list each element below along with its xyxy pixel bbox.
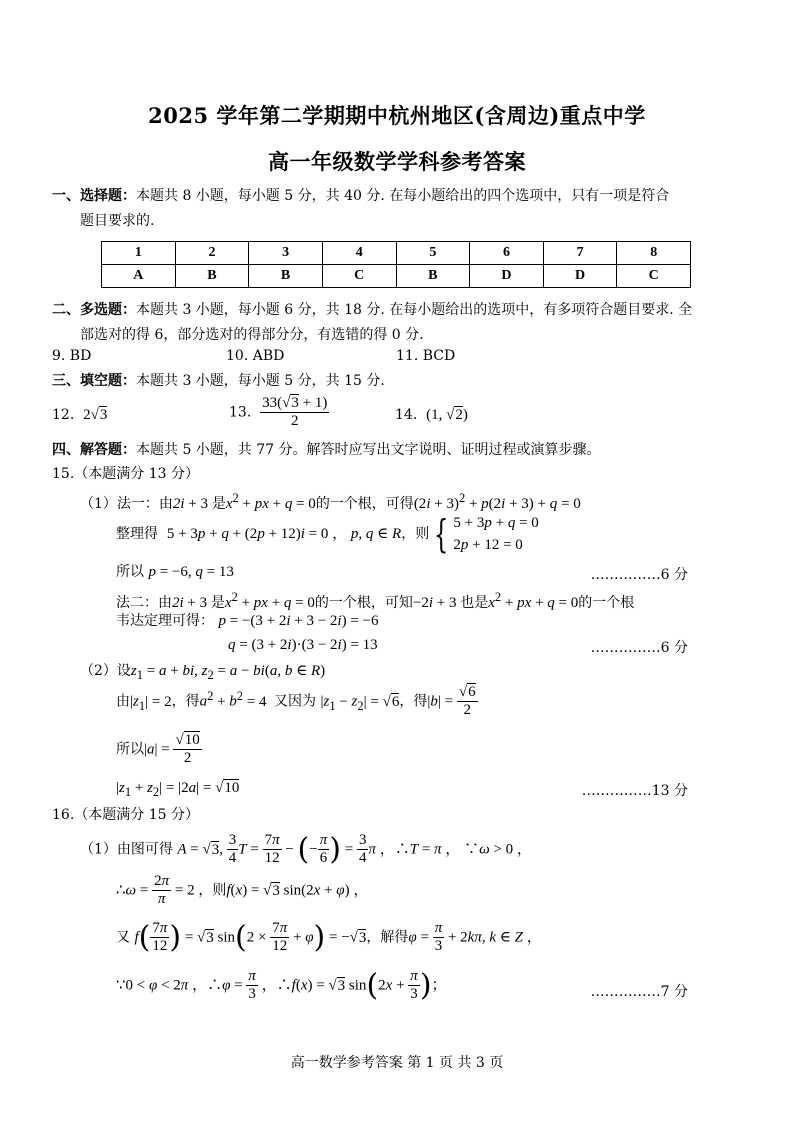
- q15-part2-result: $|z_1 + z_2| = |2a| = √10$: [116, 780, 240, 799]
- table-cell: 8: [617, 242, 691, 265]
- answer-table-answer-row: [102, 265, 691, 288]
- answer-q12: 12. 2√3: [52, 407, 108, 423]
- q16-score-7: ……………7 分: [590, 984, 688, 1000]
- section3-line: [52, 371, 385, 391]
- table-cell: 5: [396, 242, 470, 265]
- answer-table-number-row: [102, 242, 691, 265]
- section1-line1: [52, 186, 669, 206]
- q15-part2-setup: （2）设$z_1 = a$ + bi, $z_2 = a - bi(a$, b ∈ R): [80, 663, 326, 682]
- table-cell: B: [249, 265, 323, 288]
- answer-table: [101, 241, 691, 288]
- table-cell: 4: [322, 242, 396, 265]
- table-cell: C: [322, 265, 396, 288]
- table-cell: D: [470, 265, 544, 288]
- q16-result: ∵0 < φ < 2π ，∴φ = $\frac{\pi}{3}$ ，∴f(x) = √3 sin(2x + $\frac{\pi}{3}$ )；: [116, 968, 447, 1003]
- section2-line2: 部选对的得 6，部分选对的得部分分，有选错的得 0 分.: [80, 327, 424, 343]
- section4-heading: 四、解答题：: [52, 442, 136, 458]
- section2-line1: [52, 300, 692, 320]
- q16-header: 16.（本题满分 15 分）: [52, 807, 199, 823]
- section2-text: 本题共 3 小题，每小题 6 分，共 18 分. 在每小题给出的选项中，有多项符合题目要求. 全: [136, 302, 693, 318]
- q15-score-6a: ……………6 分: [590, 567, 688, 583]
- section1-heading: 一、选择题：: [52, 188, 136, 204]
- q15-method2: 法二：由2i + 3 是$x^2$ + px + q = 0的一个根，可知−2i + 3 也是$x^2$ + px + q = 0的一个根: [116, 590, 635, 611]
- q15-score-6b: ……………6 分: [590, 640, 688, 656]
- answer-q11: 11. BCD: [396, 348, 456, 364]
- q15-header: 15.（本题满分 13 分）: [52, 466, 199, 482]
- q15-organize: 整理得 5 + 3p + q + (2p + 12)i = 0 ， p, q ∈ R，则 { 5 + 3p + q = 0 2p + 12 = 0: [116, 512, 539, 556]
- q15-vieta-p: 韦达定理可得： p = −(3 + 2i + 3 − 2i) = −6: [116, 613, 379, 629]
- table-cell: 6: [470, 242, 544, 265]
- answer-q14: 14. (1, √2): [395, 407, 468, 423]
- page-title: 2025 学年第二学期期中杭州地区(含周边)重点中学: [148, 103, 646, 128]
- table-cell: 2: [175, 242, 249, 265]
- table-cell: 7: [543, 242, 617, 265]
- section2-heading: 二、多选题：: [52, 302, 136, 318]
- section4-text: 本题共 5 小题，共 77 分。解答时应写出文字说明、证明过程或演算步骤。: [136, 442, 601, 458]
- answer-q13: 13. $\frac{33(√3 + 1)}{2}$: [229, 395, 328, 429]
- table-cell: A: [102, 265, 176, 288]
- table-cell: C: [617, 265, 691, 288]
- q15-part2-a: 所以|a| = $\frac{√10}{2}$: [116, 732, 200, 766]
- table-cell: B: [396, 265, 470, 288]
- q15-vieta-q: q = (3 + 2i)·(3 − 2i) = 13: [228, 637, 378, 653]
- section3-heading: 三、填空题：: [52, 373, 136, 389]
- q16-phi: 又 f( $\frac{7\pi}{12}$ ) = √3 sin(2 × $\frac{7\pi}{12}$ + φ) = −√3，解得φ = $\frac{\pi}{3}$ + 2kπ, k ∈ Z ，: [116, 920, 542, 955]
- section1-line2: 题目要求的.: [80, 213, 155, 229]
- q16-omega: ∴ω = $\frac{2\pi}{\pi}$ = 2 ，则f(x) = √3 sin(2x + φ) ，: [116, 873, 369, 907]
- q15-part1-method1: （1）法一：由2i + 3 是$x^2$ + px + q = 0的一个根，可得$(2i + 3)^2 + p(2i + 3) + q = 0$: [80, 491, 581, 512]
- page-footer: 高一数学参考答案 第 1 页 共 3 页: [290, 1055, 504, 1071]
- answer-q10: 10. ABD: [226, 348, 285, 364]
- page-subtitle: 高一年级数学学科参考答案: [268, 149, 526, 174]
- table-cell: B: [175, 265, 249, 288]
- table-cell: 3: [249, 242, 323, 265]
- section3-text: 本题共 3 小题，每小题 5 分，共 15 分.: [136, 373, 385, 389]
- q15-result: 所以 p = −6, q = 13: [116, 564, 234, 580]
- section4-line: [52, 440, 601, 460]
- answer-q9: 9. BD: [52, 348, 92, 364]
- q15-score-13: ……………13 分: [581, 783, 688, 799]
- table-cell: D: [543, 265, 617, 288]
- q16-part1-period: （1）由图可得 A = √3, $\frac{3}{4}$ T = $\frac{7\pi}{12}$ − (− $\frac{\pi}{6}$ ) = $\frac{3}{4}$ π ，∴T = π ， ∵ω > 0 ，: [80, 832, 532, 867]
- section1-text: 本题共 8 小题，每小题 5 分，共 40 分. 在每小题给出的四个选项中，只有一项是符合: [136, 188, 670, 204]
- table-cell: 1: [102, 242, 176, 265]
- q15-part2-modulus: 由$|z_1| = 2$，得$a^2 + b^2 = 4$ 又因为 $|z_1 - z_2| = √6$，得|b| = $\frac{√6}{2}$: [116, 684, 476, 718]
